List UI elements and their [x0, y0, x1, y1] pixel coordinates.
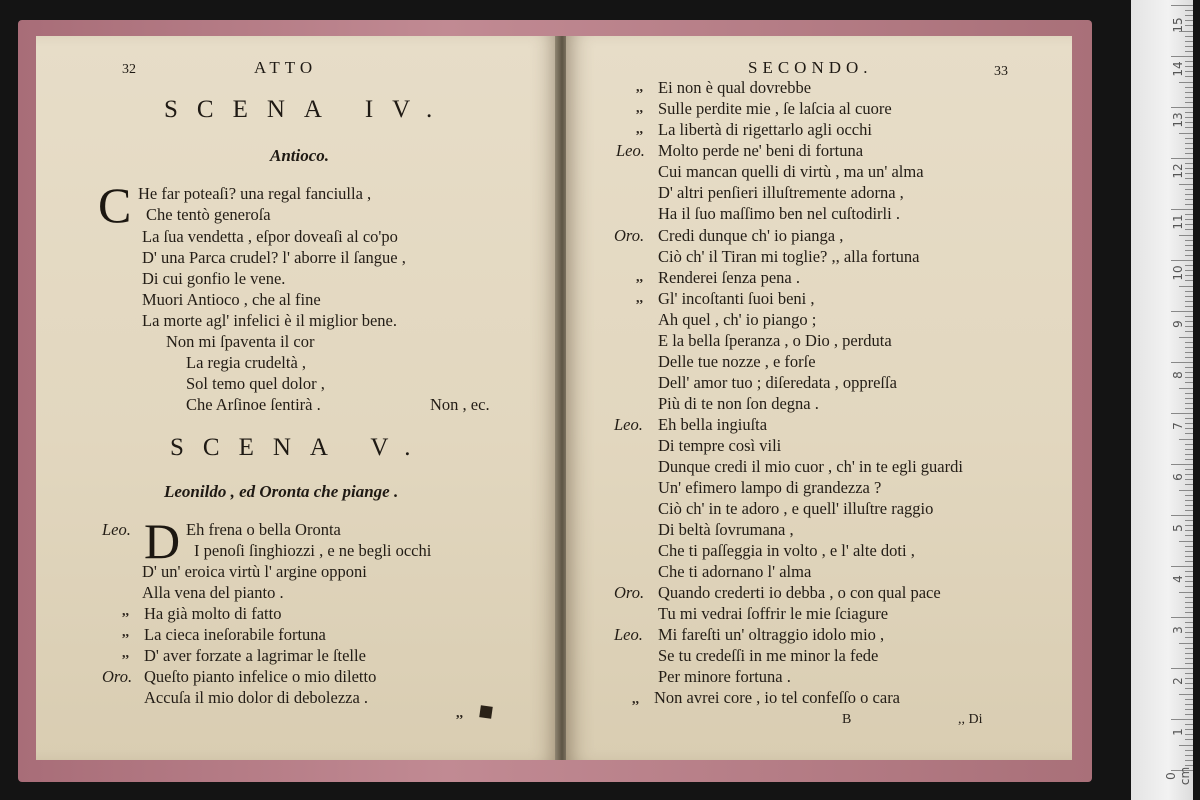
speaker-label: Oro.: [614, 583, 645, 602]
right-line: Quando crederti io debba , o con qual pace: [658, 583, 941, 602]
ruler-tick: [1185, 66, 1193, 67]
signature-mark: B: [842, 712, 852, 727]
scene-iv-line: La ſua vendetta , eſpor doveaſi al co'po: [142, 227, 398, 246]
scene-iv-line: La morte agl' infelici è il miglior bene.: [142, 311, 397, 330]
ruler-tick: [1185, 240, 1193, 241]
scene-v-line: D' un' eroica virtù l' argine opponi: [142, 562, 367, 581]
ruler-tick: [1185, 525, 1193, 526]
right-line: Che ti adornano l' alma: [658, 562, 812, 581]
ruler-tick: [1185, 530, 1193, 531]
ruler-tick: [1185, 444, 1193, 445]
right-line: Che ti paſſeggia in volto , e l' alte doti ,: [658, 541, 915, 560]
scene-v-title: SCENA V.: [170, 434, 430, 461]
ruler-tick: [1185, 699, 1193, 700]
quotation-mark: ,,: [636, 122, 643, 137]
right-line: Più di te non ſon degna .: [658, 394, 819, 413]
scene-v-line: I penoſi ſinghiozzi , e ne begli occhi: [194, 541, 432, 560]
right-line: Un' efimero lampo di grandezza ?: [658, 478, 882, 497]
ruler-tick: [1185, 342, 1193, 343]
right-line: Di tempre così vili: [658, 436, 782, 455]
ruler-tick: [1185, 10, 1193, 11]
scene-iv-line: Sol temo quel dolor ,: [186, 374, 325, 393]
ruler-tick: [1185, 561, 1193, 562]
ruler-tick: [1185, 41, 1193, 42]
right-line: La libertà di rigettarlo agli occhi: [658, 120, 872, 139]
scene-iv-line: Di cui gonfio le vene.: [142, 269, 286, 288]
ruler-tick: [1185, 71, 1193, 72]
ruler-tick: [1185, 571, 1193, 572]
quotation-mark: ,,: [636, 101, 643, 116]
ruler-tick: [1185, 270, 1193, 271]
ruler-tick: [1185, 347, 1193, 348]
ink-blot: [479, 705, 493, 719]
ruler-tick: [1185, 112, 1193, 113]
ruler-label: 7: [1171, 422, 1185, 430]
ruler-label: 0 cm: [1164, 766, 1192, 786]
ruler-tick: [1185, 199, 1193, 200]
quotation-mark: ,,: [122, 625, 129, 640]
ruler-label: 4: [1171, 575, 1185, 583]
ruler-tick: [1185, 729, 1193, 730]
ruler-tick: [1185, 602, 1193, 603]
ruler-tick: [1185, 750, 1193, 751]
right-line: Ciò ch' in te adoro , e quell' illuſtre raggio: [658, 499, 934, 518]
ruler-tick: [1185, 36, 1193, 37]
ruler-tick: [1185, 20, 1193, 21]
right-line: Per minore fortuna .: [658, 667, 791, 686]
scene-iv-line: He far poteaſi? una regal fanciulla ,: [138, 184, 372, 203]
scene-v-line: La cieca ineſorabile fortuna: [144, 625, 326, 644]
ruler-label: 11: [1171, 214, 1185, 230]
ruler-tick: [1185, 469, 1193, 470]
ruler-tick: [1185, 214, 1193, 215]
ruler-tick: [1185, 688, 1193, 689]
ruler-tick: [1185, 612, 1193, 613]
ruler-tick: [1185, 474, 1193, 475]
ruler-tick: [1185, 127, 1193, 128]
ruler-label: 1: [1171, 728, 1185, 736]
ruler-label: 2: [1171, 677, 1185, 685]
ruler-tick: [1185, 102, 1193, 103]
right-page-number: 33: [994, 64, 1008, 79]
ruler-label: 15: [1171, 17, 1185, 33]
ruler-tick: [1185, 739, 1193, 740]
ruler-tick: [1185, 403, 1193, 404]
scene-v-line: Ha già molto di fatto: [144, 604, 282, 623]
scene-iv-line: Che Arſinoe ſentirà .: [186, 395, 321, 414]
right-running-head: SECONDO.: [748, 58, 873, 77]
ruler-tick: [1185, 734, 1193, 735]
speaker-label: Oro.: [102, 667, 133, 686]
ruler-tick: [1185, 138, 1193, 139]
ruler-tick: [1185, 408, 1193, 409]
right-line: Ciò ch' il Tiran mi toglie? ,, alla fortuna: [658, 247, 920, 266]
ruler-tick: [1185, 658, 1193, 659]
ruler-tick: [1185, 546, 1193, 547]
ruler-tick: [1185, 321, 1193, 322]
scene-v-line: Alla vena del pianto .: [142, 583, 284, 602]
ruler-tick: [1185, 357, 1193, 358]
right-line: Ei non è qual dovrebbe: [658, 78, 812, 97]
ruler-tick: [1185, 51, 1193, 52]
scene-iv-character: Antioco.: [270, 146, 330, 165]
right-line: Eh bella ingiuſta: [658, 415, 768, 434]
ruler-tick: [1185, 423, 1193, 424]
ruler-tick: [1185, 122, 1193, 123]
ruler-tick: [1185, 382, 1193, 383]
ruler-label: 13: [1171, 112, 1185, 128]
ruler-tick: [1185, 367, 1193, 368]
ruler-tick: [1185, 76, 1193, 77]
ruler-label: 5: [1171, 524, 1185, 532]
right-line: Molto perde ne' beni di fortuna: [658, 141, 864, 160]
ruler-tick: [1185, 418, 1193, 419]
ruler-tick: [1185, 704, 1193, 705]
scene-iv-line: D' una Parca crudel? l' aborre il ſangue ,: [142, 248, 406, 267]
ruler-tick: [1185, 709, 1193, 710]
scene-v-characters: Leonildo , ed Oronta che piange .: [164, 482, 399, 501]
right-line: Cui mancan quelli di virtù , ma un' alma: [658, 162, 924, 181]
ruler-tick: [1185, 189, 1193, 190]
right-line: Dunque credi il mio cuor , ch' in te egli guardi: [658, 457, 963, 476]
ruler-tick: [1185, 163, 1193, 164]
scene-v-line: D' aver forzate a lagrimar le ſtelle: [144, 646, 366, 665]
ruler-tick: [1185, 428, 1193, 429]
catchword: ,, Di: [958, 712, 983, 727]
ruler-tick: [1185, 454, 1193, 455]
ruler-tick: [1185, 653, 1193, 654]
left-page: [36, 36, 558, 760]
ruler-tick: [1185, 586, 1193, 587]
ruler-tick: [1185, 510, 1193, 511]
quotation-mark: ,,: [122, 604, 129, 619]
ruler-tick: [1185, 275, 1193, 276]
ruler-tick: [1185, 377, 1193, 378]
ruler-tick: [1185, 597, 1193, 598]
ruler-tick: [1185, 301, 1193, 302]
ruler-tick: [1185, 433, 1193, 434]
ruler-tick: [1185, 153, 1193, 154]
scene-iv-dropcap: C: [98, 177, 132, 233]
right-line: Ha il ſuo maſſimo ben nel cuſtodirli .: [658, 204, 900, 223]
right-line: Credi dunque ch' io pianga ,: [658, 226, 844, 245]
scene-iv-line: Non mi ſpaventa il cor: [166, 332, 315, 351]
quotation-mark: ,,: [636, 80, 643, 95]
scene-v-line: Accuſa il mio dolor di debolezza .: [144, 688, 369, 707]
right-line: E la bella ſperanza , o Dio , perduta: [658, 331, 892, 350]
speaker-label: Oro.: [614, 226, 645, 245]
ruler-tick: [1185, 627, 1193, 628]
ruler-tick: [1185, 393, 1193, 394]
ruler-label: 14: [1171, 61, 1185, 77]
measurement-ruler: [1131, 0, 1193, 800]
ruler-tick: [1185, 326, 1193, 327]
ruler-tick: [1185, 581, 1193, 582]
ruler-tick: [1185, 505, 1193, 506]
right-line: Tu mi vedrai ſoffrir le mie ſciagure: [658, 604, 889, 623]
ruler-tick: [1185, 500, 1193, 501]
ruler-tick: [1185, 372, 1193, 373]
ruler-tick: [1185, 714, 1193, 715]
scene-iv-line: La regia crudeltà ,: [186, 353, 307, 372]
ruler-tick: [1185, 15, 1193, 16]
ruler-label: 12: [1171, 163, 1185, 179]
ruler-tick: [1171, 5, 1193, 6]
quotation-mark: ,,: [636, 291, 643, 306]
ruler-tick: [1185, 245, 1193, 246]
ruler-tick: [1185, 520, 1193, 521]
scene-iv-line: Che tentò generoſa: [146, 205, 271, 224]
ruler-tick: [1185, 306, 1193, 307]
ruler-tick: [1185, 535, 1193, 536]
ruler-tick: [1185, 637, 1193, 638]
ruler-tick: [1185, 61, 1193, 62]
quotation-mark: ,,: [632, 692, 639, 707]
ruler-tick: [1185, 551, 1193, 552]
quotation-mark: ,,: [636, 270, 643, 285]
right-line: Di beltà ſovrumana ,: [658, 520, 794, 539]
ruler-tick: [1185, 576, 1193, 577]
ruler-tick: [1185, 178, 1193, 179]
ruler-tick: [1185, 224, 1193, 225]
ruler-tick: [1185, 449, 1193, 450]
right-line: Se tu credeſſi in me minor la fede: [658, 646, 879, 665]
quotation-mark: ,,: [122, 646, 129, 661]
ruler-tick: [1185, 495, 1193, 496]
right-line: Non avrei core , io tel confeſſo o cara: [654, 688, 901, 707]
right-page: [566, 36, 1072, 760]
ruler-tick: [1185, 724, 1193, 725]
ruler-tick: [1185, 479, 1193, 480]
ruler-tick: [1185, 219, 1193, 220]
right-line: D' altri penſieri illuſtremente adorna ,: [658, 183, 904, 202]
scene-v-dropcap: D: [144, 513, 181, 569]
left-running-head: ATTO: [254, 58, 318, 77]
ruler-tick: [1185, 556, 1193, 557]
ruler-tick: [1185, 117, 1193, 118]
speaker-label: Leo.: [616, 141, 645, 160]
ruler-tick: [1185, 194, 1193, 195]
ruler-tick: [1185, 398, 1193, 399]
ruler-tick: [1185, 143, 1193, 144]
speaker-label: Leo.: [614, 415, 643, 434]
ruler-tick: [1185, 622, 1193, 623]
ruler-tick: [1185, 683, 1193, 684]
scene-iv-line: Muori Antioco , che al fine: [142, 290, 321, 309]
ruler-tick: [1185, 255, 1193, 256]
ruler-tick: [1185, 352, 1193, 353]
ruler-tick: [1185, 25, 1193, 26]
ruler-tick: [1185, 291, 1193, 292]
right-line: Delle tue nozze , e forſe: [658, 352, 816, 371]
right-line: Dell' amor tuo ; diſeredata , oppreſſa: [658, 373, 897, 392]
ruler-tick: [1185, 296, 1193, 297]
scene-iv-cue: Non , ec.: [430, 395, 490, 414]
ruler-tick: [1185, 173, 1193, 174]
ruler-label: 10: [1171, 265, 1185, 281]
ruler-tick: [1185, 678, 1193, 679]
ruler-tick: [1185, 663, 1193, 664]
ruler-tick: [1185, 250, 1193, 251]
ruler-tick: [1185, 484, 1193, 485]
ruler-label: 9: [1171, 320, 1185, 328]
ruler-label: 8: [1171, 371, 1185, 379]
left-page-number: 32: [122, 62, 136, 77]
ruler-tick: [1185, 229, 1193, 230]
right-line: Renderei ſenza pena .: [658, 268, 801, 287]
ruler-tick: [1185, 760, 1193, 761]
scene-iv-title: SCENA IV.: [164, 96, 452, 123]
ruler-label: 6: [1171, 473, 1185, 481]
ruler-tick: [1185, 46, 1193, 47]
ruler-tick: [1185, 97, 1193, 98]
catchword-mark: ,,: [456, 706, 463, 721]
ruler-tick: [1185, 331, 1193, 332]
ruler-tick: [1185, 459, 1193, 460]
ruler-tick: [1185, 316, 1193, 317]
scene-v-line: Eh frena o bella Oronta: [186, 520, 341, 539]
ruler-tick: [1185, 673, 1193, 674]
ruler-tick: [1185, 607, 1193, 608]
ruler-tick: [1185, 632, 1193, 633]
ruler-tick: [1185, 87, 1193, 88]
ruler-tick: [1185, 648, 1193, 649]
ruler-tick: [1185, 280, 1193, 281]
right-line: Mi fareſti un' oltraggio idolo mio ,: [658, 625, 885, 644]
right-line: Ah quel , ch' io piango ;: [658, 310, 817, 329]
right-line: Gl' incoſtanti ſuoi beni ,: [658, 289, 815, 308]
ruler-tick: [1185, 168, 1193, 169]
ruler-label: 3: [1171, 626, 1185, 634]
ruler-tick: [1185, 755, 1193, 756]
ruler-tick: [1185, 204, 1193, 205]
ruler-tick: [1185, 148, 1193, 149]
scene-v-line: Queſto pianto infelice o mio diletto: [144, 667, 377, 686]
speaker-label: Leo.: [102, 520, 131, 539]
right-line: Sulle perdite mie , ſe laſcia al cuore: [658, 99, 892, 118]
ruler-tick: [1185, 92, 1193, 93]
speaker-label: Leo.: [614, 625, 643, 644]
ruler-tick: [1185, 265, 1193, 266]
